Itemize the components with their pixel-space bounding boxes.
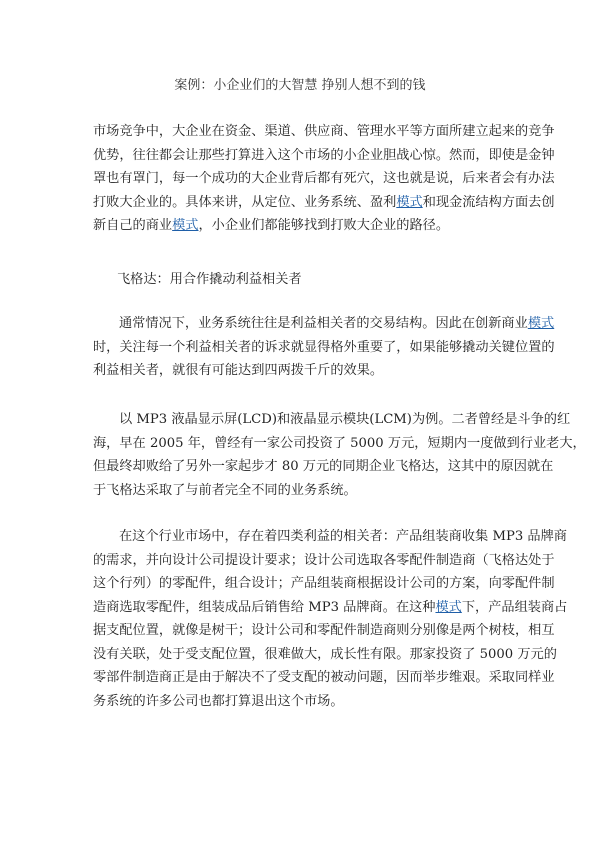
text-segment: 造商选取零配件，组装成品后销售给 MP3 品牌商。在这种 xyxy=(93,599,436,615)
keyword-link-moshi[interactable]: 模式 xyxy=(435,599,462,615)
text-segment: 下，产品组装商占 xyxy=(461,599,568,615)
keyword-link-moshi[interactable]: 模式 xyxy=(527,316,555,331)
text-line xyxy=(93,214,513,238)
text-line: 没有关联，处于受支配位置，很难做大，成长性有限。那家投资了 5000 万元的 xyxy=(93,646,557,662)
text-line: 但最终却败给了另外一家起步才 80 万元的同期企业飞格达，这其中的原因就在 xyxy=(93,459,554,474)
text-line: 务系统的许多公司也都打算退出这个市场。 xyxy=(93,693,344,709)
text-line: 海，早在 2005 年，曾经有一家公司投资了 5000 万元，短期内一度做到行业老大， xyxy=(93,435,586,451)
text-line: 罩也有罩门，每一个成功的大企业背后都有死穴，这也就是说，后来者会有办法 xyxy=(93,171,555,186)
text-line: 于飞格达采取了与前者完全不同的业务系统。 xyxy=(93,482,357,498)
paragraph-business-system xyxy=(93,312,555,383)
intro-paragraph xyxy=(93,120,555,238)
text-segment: ，小企业们都能够找到打败大企业的路径。 xyxy=(198,218,450,233)
article-title: 案例：小企业们的大智慧 挣别人想不到的钱 xyxy=(174,78,426,93)
section-heading: 飞格达：用合作撬动利益相关者 xyxy=(117,272,302,287)
text-line: 时，关注每一个利益相关者的诉求就显得格外重要了，如果能够撬动关键位置的 xyxy=(93,339,555,355)
text-segment: 和现金流结构方面去创 xyxy=(422,194,555,210)
text-line: 市场竞争中，大企业在资金、渠道、供应商、管理水平等方面所建立起来的竞争 xyxy=(93,124,555,139)
text-line xyxy=(93,191,555,215)
text-line: 利益相关者，就很有可能达到四两拨千斤的效果。 xyxy=(93,363,384,378)
text-line: 以 MP3 液晶显示屏(LCD)和液晶显示模块(LCM)为例。二者曾经是斗争的红 xyxy=(119,412,571,427)
keyword-link-moshi[interactable]: 模式 xyxy=(172,218,199,233)
text-line: 这个行列）的零配件，组合设计；产品组装商根据设计公司的方案，向零配件制 xyxy=(93,576,555,591)
keyword-link-moshi[interactable]: 模式 xyxy=(396,194,423,210)
text-line: 的需求，并向设计公司提设计要求；设计公司选取各零配件制造商（飞格达处于 xyxy=(93,552,555,568)
text-line: 据支配位置，就像是树干；设计公司和零配件制造商则分别像是两个树枝，相互 xyxy=(93,623,555,638)
text-line xyxy=(93,596,568,620)
paragraph-mp3-lcd-example xyxy=(93,408,586,502)
text-segment: 新自己的商业 xyxy=(93,218,173,233)
paragraph-industry-stakeholders xyxy=(93,525,568,713)
text-line: 在这个行业市场中，存在着四类利益的相关者：产品组装商收集 MP3 品牌商 xyxy=(119,529,567,544)
text-line: 优势，往往都会让那些打算进入这个市场的小企业胆战心惊。然而，即使是金钟 xyxy=(93,147,555,163)
text-line xyxy=(93,312,555,336)
text-segment: 打败大企业的。具体来讲，从定位、业务系统、盈利 xyxy=(93,194,397,210)
text-segment: 通常情况下，业务系统往往是利益相关者的交易结构。因此在创新商业 xyxy=(119,316,528,331)
text-line: 零部件制造商正是由于解决不了受支配的被动问题，因而举步维艰。采取同样业 xyxy=(93,670,555,685)
